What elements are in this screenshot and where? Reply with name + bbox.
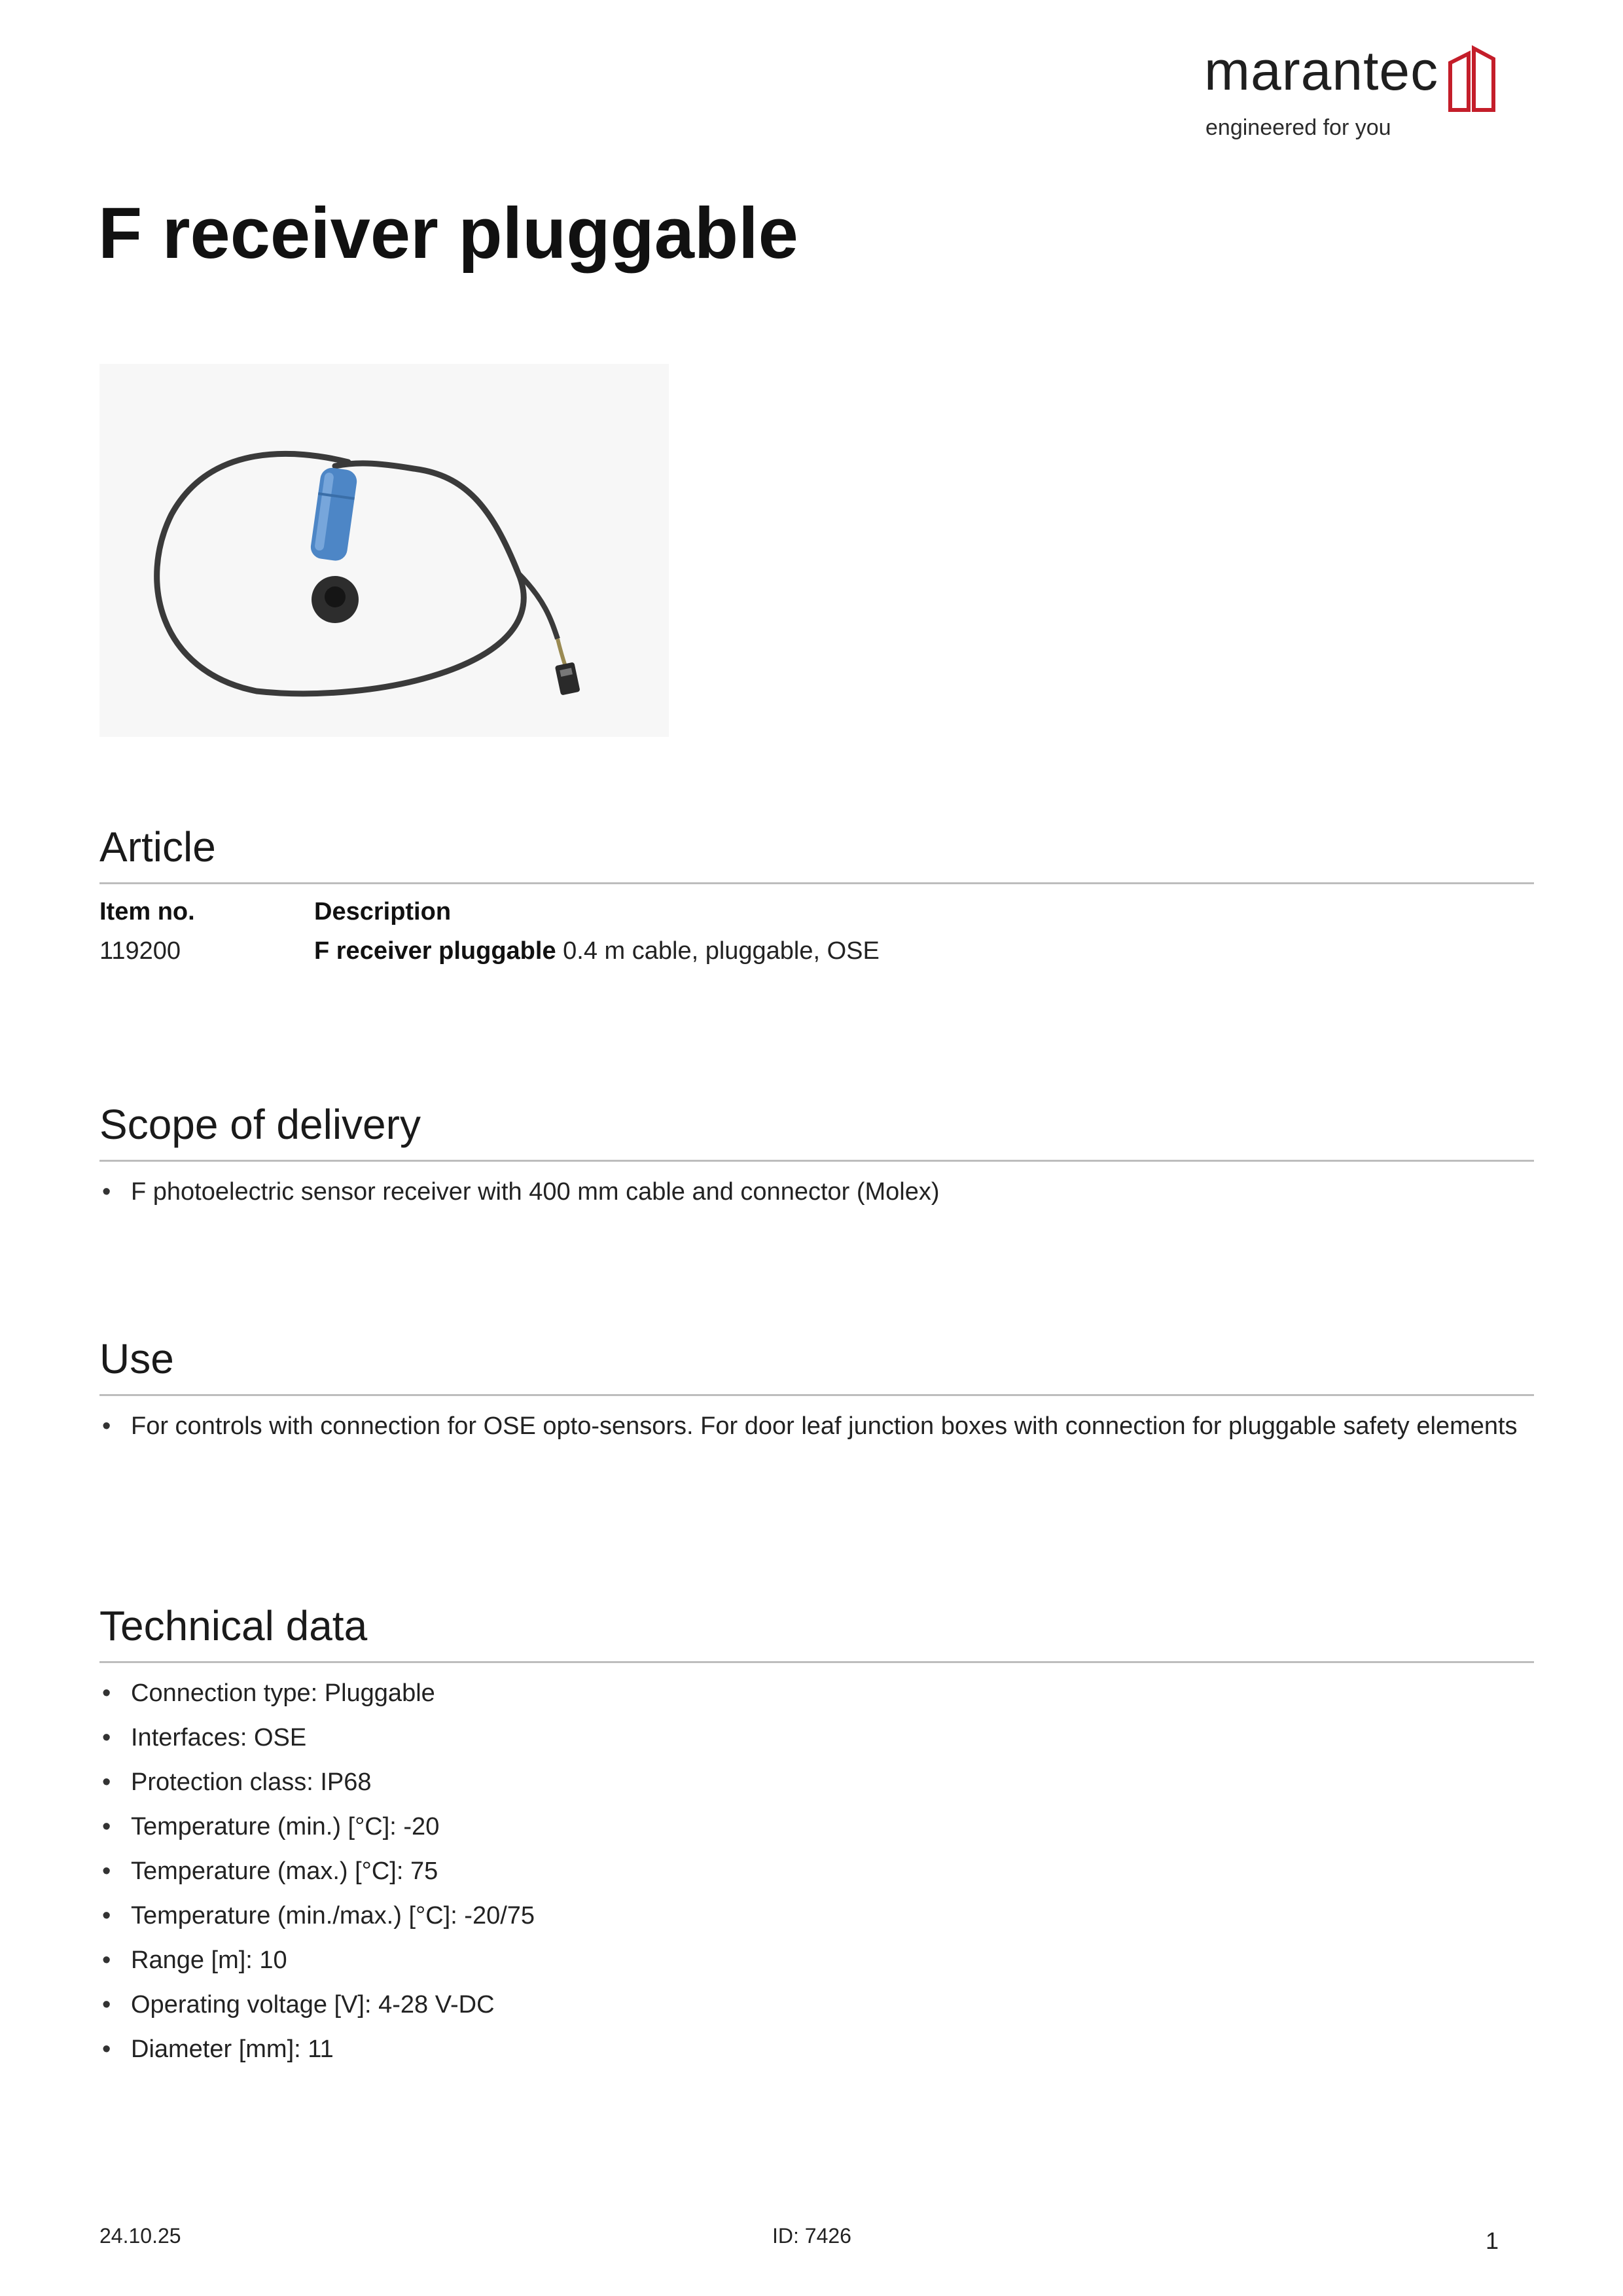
technical-list: [99, 1677, 535, 2077]
scope-list: [99, 1175, 940, 1208]
list-item: • Diameter [mm]: 11: [99, 2033, 535, 2066]
list-item: • Range [m]: 10: [99, 1944, 535, 1977]
use-heading: Use: [99, 1335, 174, 1382]
list-item: • Interfaces: OSE: [99, 1721, 535, 1754]
brand-name: marantec: [1204, 40, 1439, 101]
scope-divider: [99, 1160, 1534, 1162]
column-header-item-no: Item no.: [99, 898, 195, 925]
technical-heading: Technical data: [99, 1602, 368, 1649]
list-item: • Temperature (min.) [°C]: -20: [99, 1810, 535, 1843]
item-number: 119200: [99, 937, 181, 965]
list-item: • Temperature (max.) [°C]: 75: [99, 1855, 535, 1888]
item-description: [314, 939, 880, 963]
page-number: 1: [1486, 2227, 1499, 2254]
list-item: • Operating voltage [V]: 4-28 V-DC: [99, 1988, 535, 2021]
brand-tagline: engineered for you: [1205, 115, 1391, 140]
column-header-description: Description: [314, 898, 452, 925]
footer-id: ID: 7426: [772, 2224, 851, 2248]
list-item: • F photoelectric sensor receiver with 400 mm cable and connector (Molex): [99, 1175, 940, 1208]
article-heading: Article: [99, 823, 216, 870]
article-divider: [99, 882, 1534, 884]
product-image: [99, 364, 669, 737]
marantec-mark-icon: [1446, 45, 1499, 117]
item-description-details: 0.4 m cable, pluggable, OSE: [556, 937, 880, 965]
technical-divider: [99, 1661, 1534, 1663]
brand-logo: [1204, 42, 1505, 147]
list-item: • Protection class: IP68: [99, 1766, 535, 1799]
scope-heading: Scope of delivery: [99, 1101, 421, 1148]
list-item: • Connection type: Pluggable: [99, 1677, 535, 1710]
footer-date: 24.10.25: [99, 2224, 181, 2248]
use-list: [99, 1410, 1526, 1443]
list-item: • For controls with connection for OSE opto-sensors. For door leaf junction boxes with connection for pluggable safety elements: [99, 1410, 1526, 1443]
page-title: F receiver pluggable: [98, 193, 798, 274]
item-description-name: F receiver pluggable: [314, 937, 556, 965]
use-divider: [99, 1394, 1534, 1396]
list-item: • Temperature (min./max.) [°C]: -20/75: [99, 1899, 535, 1932]
